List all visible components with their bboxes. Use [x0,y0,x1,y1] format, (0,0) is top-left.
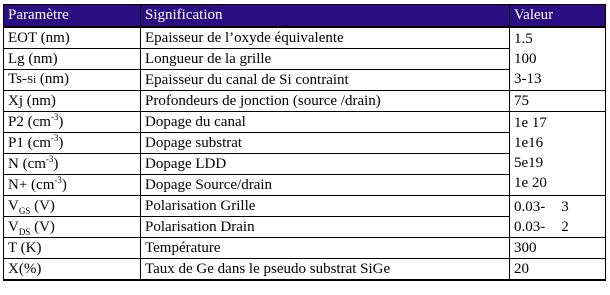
param-cell [4,175,141,196]
header-valeur: Valeur [510,5,606,28]
value-text: 1e 20 [514,175,547,191]
param-subscript: Si [26,74,37,86]
table-row [4,91,606,112]
param-text: P2 (cm [8,113,51,130]
value-text [514,217,605,237]
param-superscript: -3 [50,111,59,122]
value-cell: 300 [510,238,606,259]
param-cell [4,133,141,154]
param-cell: X(%) [4,259,141,281]
param-cell [4,196,141,217]
value-cell: 20 [510,259,606,281]
signification-cell: Polarisation Grille [141,196,510,217]
value-text: 3-13 [514,71,542,87]
table-row [4,112,606,133]
param-unit: ) [58,134,64,151]
value-text: 1e16 [514,135,544,151]
signification-cell: Température [141,238,510,259]
param-unit: ) [61,176,67,193]
signification-cell: Longueur de la grille [141,49,510,70]
table-row [4,259,606,281]
value-text [514,197,605,217]
param-cell [4,154,141,175]
param-cell [4,217,141,238]
param-unit: (V) [30,197,55,214]
param-unit: (nm) [36,71,70,87]
param-unit: ) [53,155,59,172]
signification-cell: Dopage Source/drain [141,175,510,196]
param-cell: Lg (nm) [4,49,141,70]
value-cell-doping [510,112,606,196]
table-row [4,27,606,49]
signification-cell: Epaisseur de l’oxyde équivalente [141,27,510,49]
param-superscript: -3 [50,132,59,143]
param-text: N+ (cm [8,176,55,193]
signification-cell: Profondeurs de jonction (source /drain) [141,91,510,112]
header-signification: Signification [141,5,510,28]
param-cell: Xj (nm) [4,91,141,112]
signification-cell: Dopage substrat [141,133,510,154]
value-range-start: 0.03- [514,199,546,215]
value-cell: 75 [510,91,606,112]
param-cell: T (K) [4,238,141,259]
param-subscript: GS [18,205,31,216]
value-text: 1.5 [514,31,533,47]
param-text: P1 (cm [8,134,51,151]
value-range-start: 0.03- [514,219,546,235]
param-cell [4,112,141,133]
value-text: 100 [514,51,537,67]
value-cell-geometry [510,27,606,91]
signification-cell: Epaisseur du canal de Si contraint [141,70,510,91]
signification-cell: Polarisation Drain [141,217,510,238]
param-unit: (V) [30,218,55,235]
param-text: V [8,218,19,235]
value-text: 1e 17 [514,115,547,131]
table-row [4,196,606,217]
parameters-table [3,4,606,281]
value-text: 5e19 [514,155,544,171]
signification-cell: Dopage LDD [141,154,510,175]
value-cell-bias [510,196,606,238]
param-unit: ) [58,113,64,130]
param-text: V [8,197,19,214]
value-range-end: 2 [561,219,569,235]
param-text: Ts- [8,71,27,87]
param-superscript: -3 [54,174,62,185]
param-cell: EOT (nm) [4,27,141,49]
param-cell [4,70,141,91]
param-superscript: -3 [45,153,54,164]
header-parametre: Paramètre [4,5,141,28]
table-row [4,238,606,259]
table-header-row [4,5,606,28]
param-subscript: DS [18,226,31,237]
value-range-end: 3 [561,199,569,215]
signification-cell: Taux de Ge dans le pseudo substrat SiGe [141,259,510,281]
signification-cell: Dopage du canal [141,112,510,133]
param-text: N (cm [8,155,46,172]
